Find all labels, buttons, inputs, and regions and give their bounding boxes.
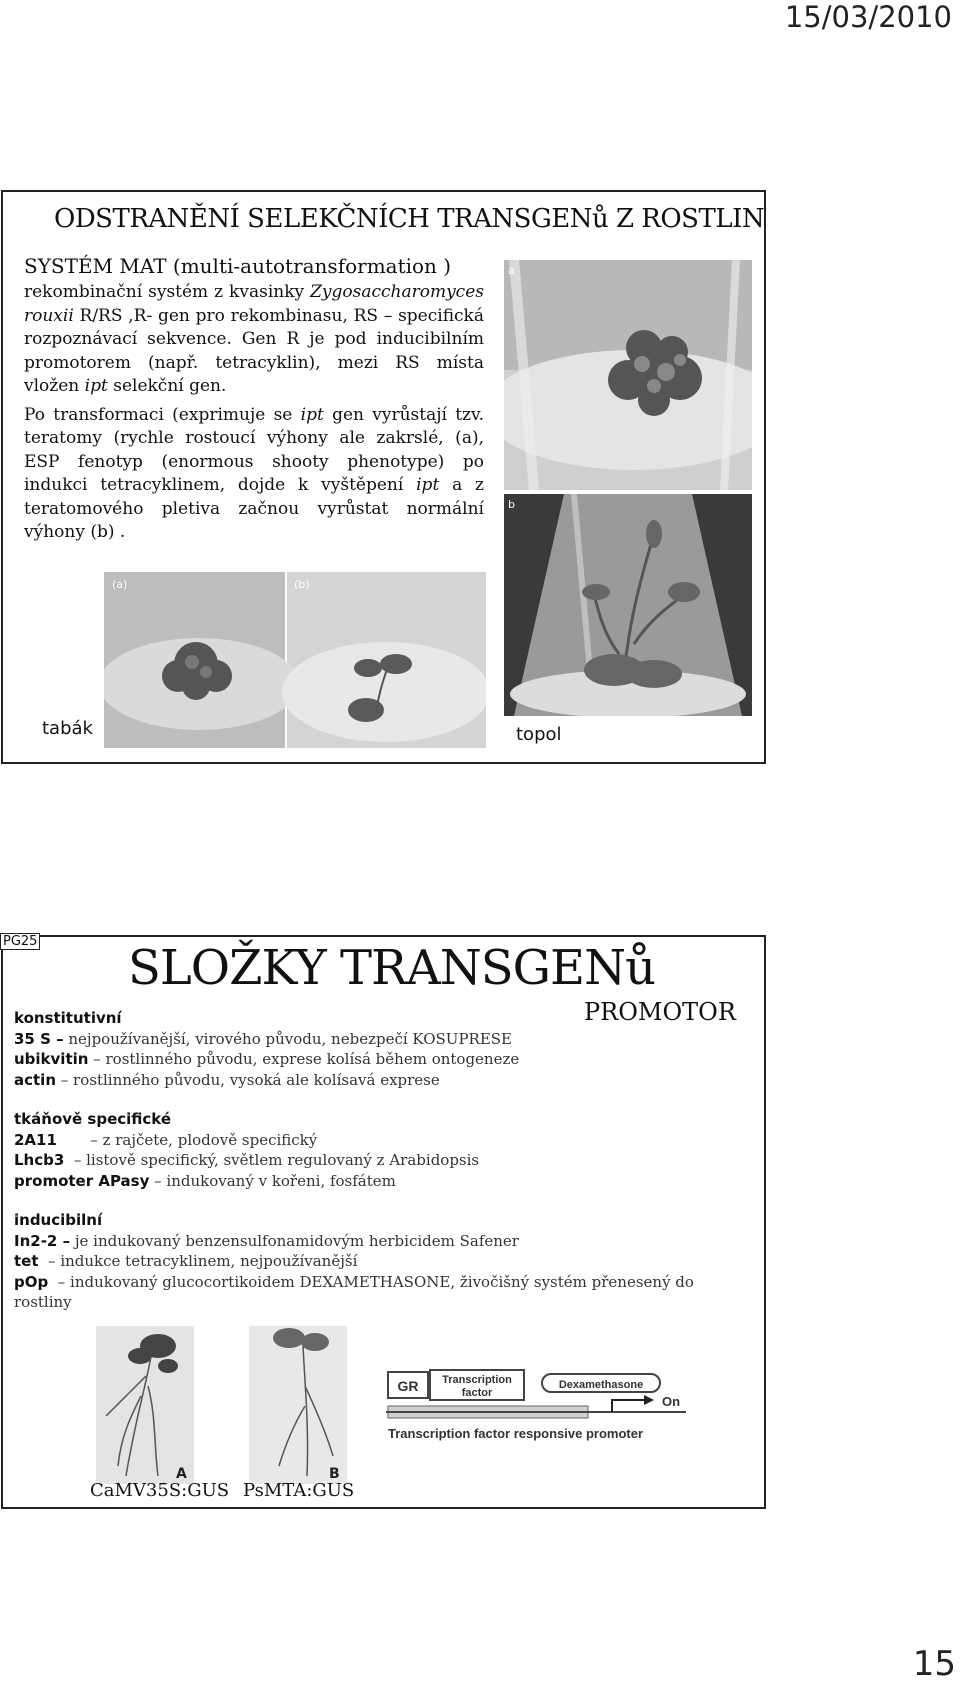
slide-id-badge: PG25 [0,933,40,950]
photo-root-gus-b [249,1326,347,1484]
photo-label-a: a [508,264,515,277]
gene-ipt: ipt [84,376,108,396]
promoter-item: In2-2 – je indukovaný benzensulfonamidovým herbicidem Safener [14,1231,519,1250]
slide1-title: ODSTRANĚNÍ SELEKČNÍCH TRANSGENů Z ROSTLIN [54,204,765,234]
photo-root-gus-a [96,1326,194,1484]
root-photo-label-a: A [176,1466,187,1482]
promoter-item: 2A11 – z rajčete, plodově specifický [14,1130,318,1149]
slide2-body [14,1008,754,1313]
diagram-on: On [662,1394,681,1409]
caption-poplar: topol [516,724,562,745]
gene-ipt: ipt [300,404,324,425]
photo-label-tobacco-b: (b) [294,578,310,591]
promoter-item: pOp – indukovaný glucocortikoidem DEXAMETHASONE, živočišný systém přenesený do rostliny [14,1272,699,1311]
diagram-dexamethasone: Dexamethasone [558,1379,644,1391]
photo-poplar-teratoma [504,260,752,490]
slide1-paragraph-1: rekombinační systém z kvasinky Zygosaccharomyces rouxii R/RS ,R- gen pro rekombinasu, RS – specifická rozpoznávací sekvence. Gen R je pod inducibilním promotorem (např. tetracyklin), mezi RS místa vložen ipt selekční gen. [24,282,484,396]
species-name: Zygosaccharomyces rouxii [24,282,484,326]
photo-label-tobacco-a: (a) [112,578,128,591]
diagram-gr: GR [397,1378,419,1394]
page-number: 15 [912,1644,956,1684]
diagram-promoter-label: Transcription factor responsive promoter [388,1426,644,1441]
caption-psmta: PsMTA:GUS [243,1480,355,1501]
slide1-body [24,281,484,545]
promoter-item: ubikvitin – rostlinného původu, exprese kolísá během ontogeneze [14,1050,520,1068]
diagram-tf-line1: Transcription [442,1374,512,1386]
promoter-item: 35 S – nejpoužívanější, virového původu, nebezpečí KOSUPRESE [14,1029,513,1048]
slide1-paragraph-2: Po transformaci (exprimuje se ipt gen vyrůstají tzv. teratomy (rychle rostoucí výhony ale zakrslé, (a), ESP fenotyp (enormous shooty phenotype) po indukci tetracyklinem, dojde k vyštěpení ipt a z teratomového pletiva začnou vyrůstat normální výhony (b) . [24,404,484,542]
promoter-item: tet – indukce tetracyklinem, nejpoužívanější [14,1252,358,1270]
page-date: 15/03/2010 [784,0,952,34]
section-heading-tissue-specific: tkáňově specifické [14,1110,172,1128]
photo-label-b: b [508,498,515,511]
photo-poplar-shoots [504,494,752,716]
promoter-item: actin – rostlinného původu, vysoká ale kolísavá exprese [14,1070,440,1089]
section-heading-inducible: inducibilní [14,1211,103,1229]
dexamethasone-system-diagram [386,1366,716,1446]
root-photo-label-b: B [329,1466,340,1482]
gene-ipt: ipt [416,475,440,495]
slide2-promotor-label: PROMOTOR [584,998,736,1026]
diagram-tf-line2: factor [461,1387,493,1399]
photo-tobacco-a-b [104,572,486,748]
promoter-item: Lhcb3 – listově specifický, světlem regulovaný z Arabidopsis [14,1151,480,1169]
section-heading-constitutive: konstitutivní [14,1009,122,1027]
caption-tobacco: tabák [42,718,93,739]
caption-camv35s: CaMV35S:GUS [90,1480,230,1501]
promoter-item: promoter APasy – indukovaný v kořeni, fosfátem [14,1171,396,1190]
slide1-heading: SYSTÉM MAT (multi-autotransformation ) [24,254,452,278]
slide2-title: SLOŽKY TRANSGENů [128,940,655,996]
